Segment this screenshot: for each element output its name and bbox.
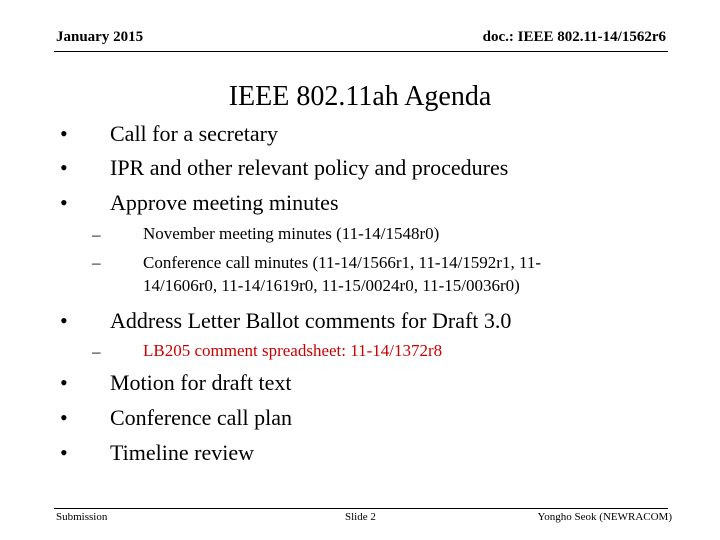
sub-item-lb205-spreadsheet: LB205 comment spreadsheet: 11-14/1372r8	[143, 341, 443, 360]
bullet-marker: •	[60, 121, 68, 146]
bullet-marker: •	[60, 155, 68, 180]
agenda-item-minutes: Approve meeting minutes	[110, 190, 339, 215]
agenda-item-letter-ballot: Address Letter Ballot comments for Draft 3.0	[110, 308, 512, 333]
agenda-item-motion: Motion for draft text	[110, 370, 292, 395]
footer-slide-number: Slide 2	[345, 511, 376, 523]
agenda-item-secretary: Call for a secretary	[110, 121, 278, 146]
header-date: January 2015	[56, 29, 144, 45]
bullet-marker: •	[60, 308, 68, 333]
sub-item-conference-minutes-cont: 14/1606r0, 11-14/1619r0, 11-15/0024r0, 11-15/0036r0)	[143, 276, 520, 295]
header-divider	[54, 51, 668, 52]
agenda-item-ipr: IPR and other relevant policy and procedures	[110, 155, 509, 180]
dash-marker: –	[92, 253, 101, 272]
agenda-item-conference-plan: Conference call plan	[110, 405, 293, 430]
dash-marker: –	[92, 342, 101, 361]
agenda-item-timeline: Timeline review	[110, 440, 254, 465]
bullet-marker: •	[60, 370, 68, 395]
bullet-marker: •	[60, 405, 68, 430]
bullet-marker: •	[60, 190, 68, 215]
footer-divider	[54, 508, 668, 509]
slide-title: IEEE 802.11ah Agenda	[228, 81, 492, 112]
sub-item-november-minutes: November meeting minutes (11-14/1548r0)	[143, 224, 440, 243]
sub-item-conference-minutes: Conference call minutes (11-14/1566r1, 11-14/1592r1, 11-	[143, 253, 541, 272]
header-doc-id: doc.: IEEE 802.11-14/1562r6	[482, 29, 666, 45]
bullet-marker: •	[60, 440, 68, 465]
footer-author: Yongho Seok (NEWRACOM)	[537, 511, 672, 523]
dash-marker: –	[92, 225, 101, 244]
footer-submission: Submission	[56, 511, 108, 523]
